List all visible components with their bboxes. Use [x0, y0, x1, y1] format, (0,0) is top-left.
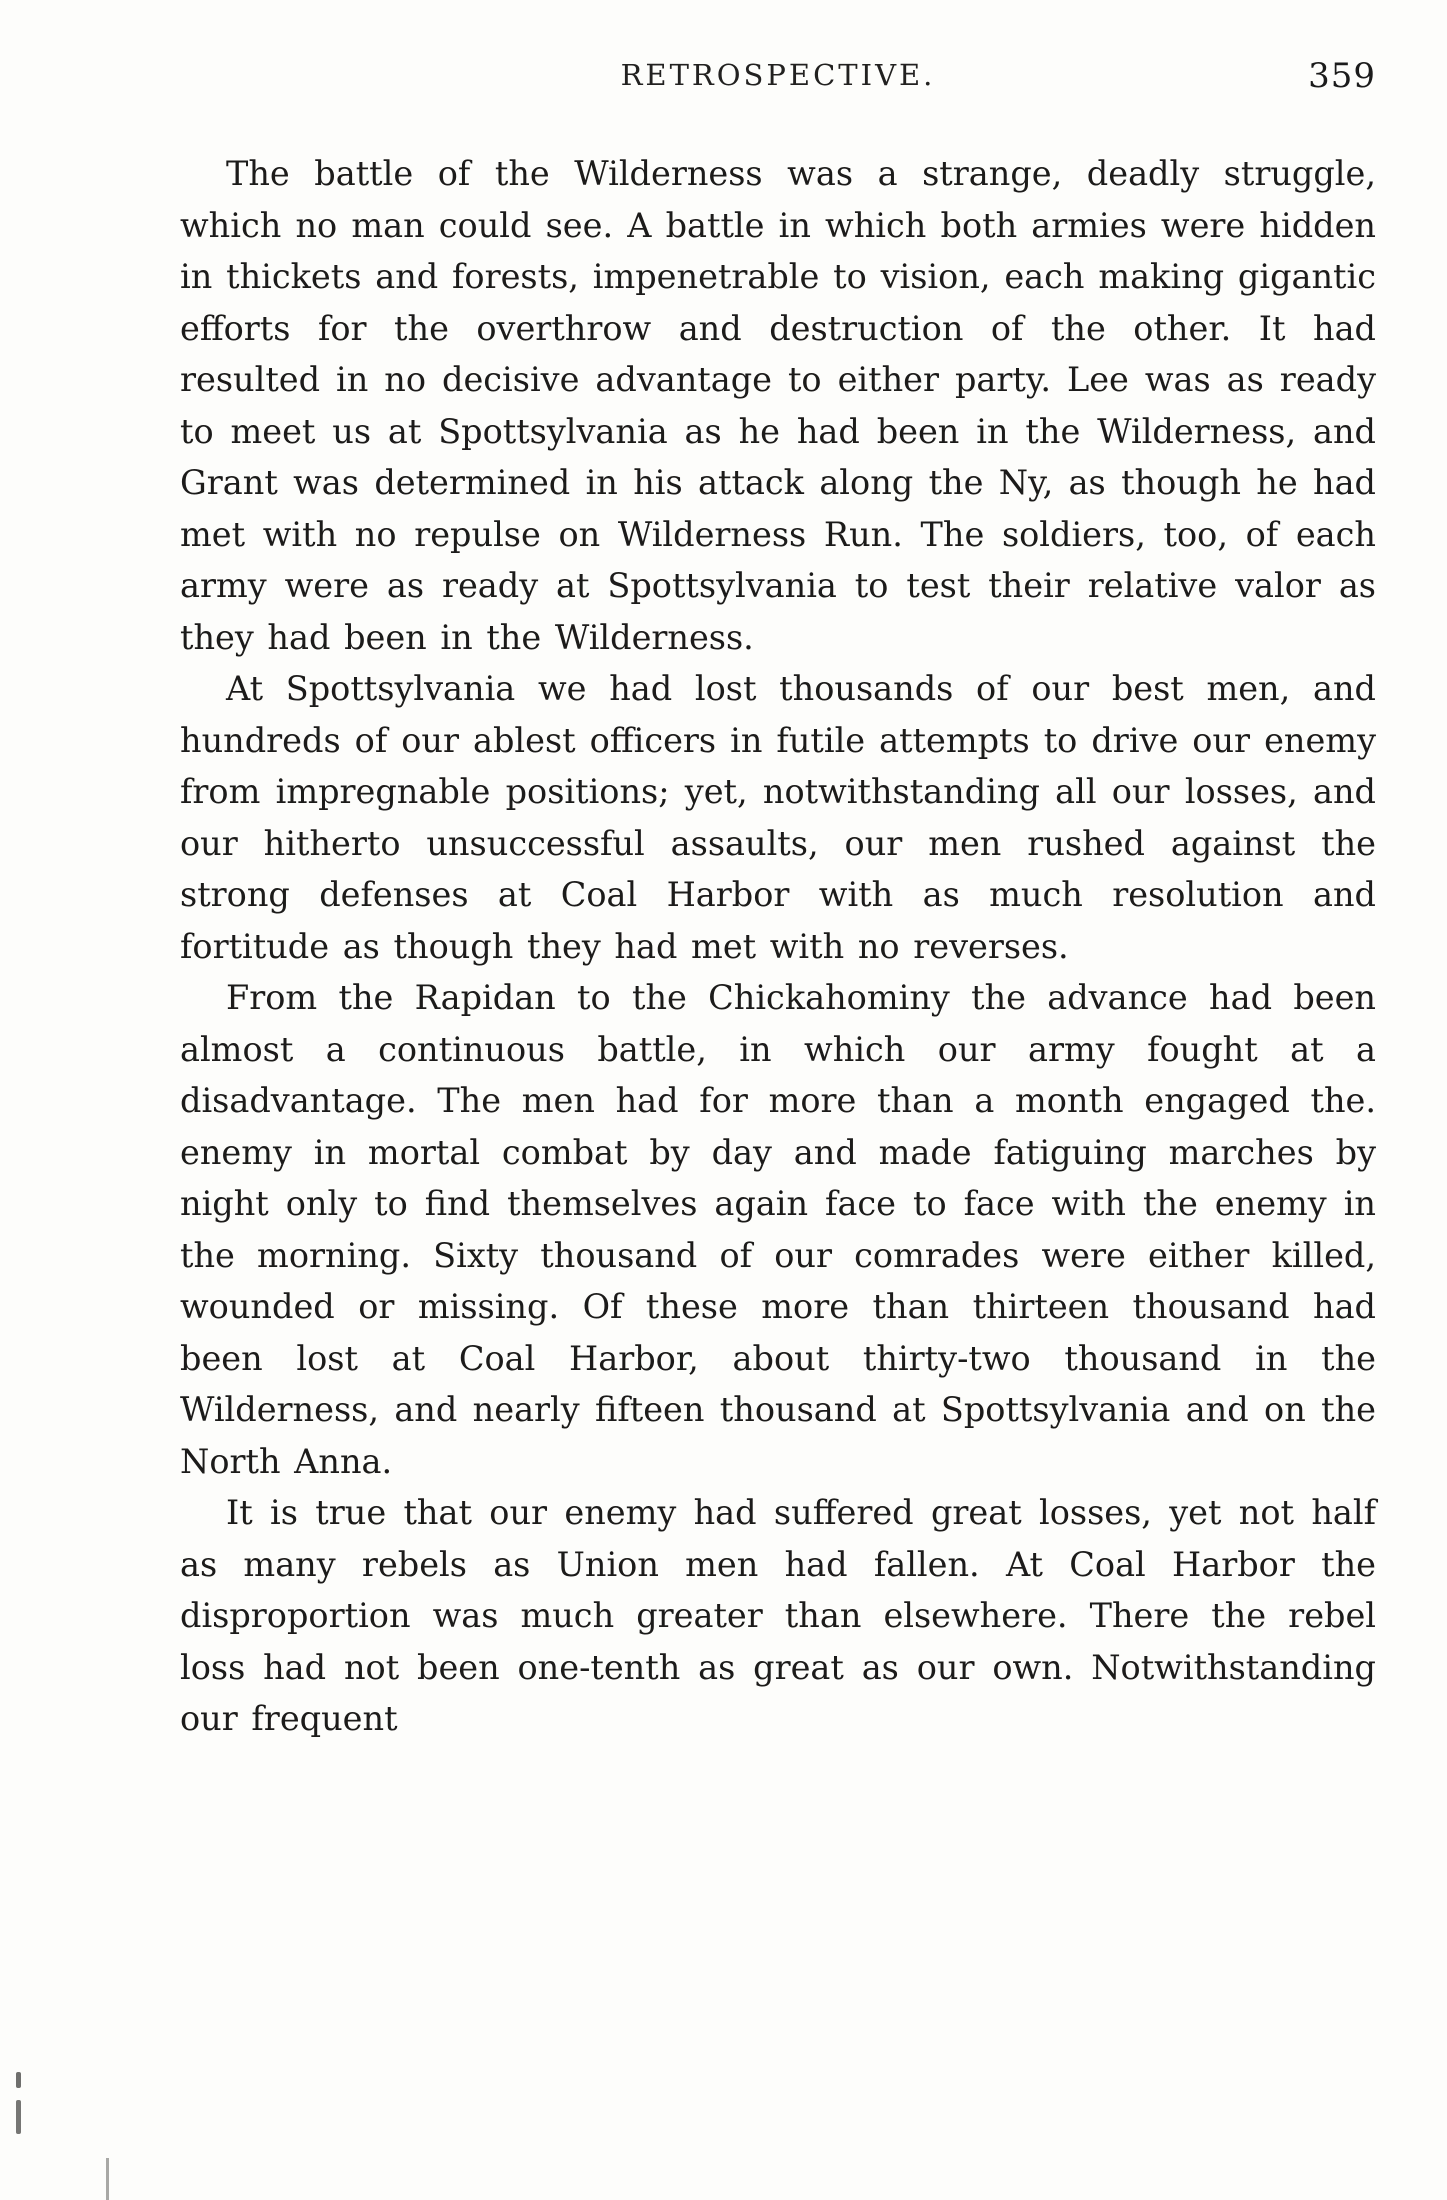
page-number: 359	[1308, 56, 1376, 96]
scan-artifact	[106, 2158, 109, 2200]
paragraph: At Spottsylvania we had lost thousands of our best men, and hundreds of our ablest officers in futile attempts to drive our enemy from impregnable positions; yet, notwithstanding all our losses, and our hitherto unsuccessful assaults, our men rushed against the strong defenses at Coal Harbor with as much resolution and fortitude as though they had met with no reverses.	[180, 669, 1376, 966]
paragraph: The battle of the Wilderness was a strange, deadly struggle, which no man could see. A battle in which both armies were hidden in thickets and forests, impenetrable to vision, each making gigantic efforts for the overthrow and destruction of the other. It had resulted in no decisive advantage to either party. Lee was as ready to meet us at Spottsylvania as he had been in the Wilderness, and Grant was determined in his attack along the Ny, as though he had met with no repulse on Wilderness Run. The soldiers, too, of each army were as ready at Spottsylvania to test their relative valor as they had been in the Wilderness.	[180, 154, 1376, 657]
running-head-title: RETROSPECTIVE.	[620, 58, 936, 92]
page-text	[180, 148, 1376, 1745]
paragraph: From the Rapidan to the Chickahominy the advance had been almost a continuous battle, in which our army fought at a disadvantage. The men had for more than a month engaged the. enemy in mortal combat by day and made fatiguing marches by night only to find themselves again face to face with the enemy in the morning. Sixty thousand of our comrades were either killed, wounded or missing. Of these more than thirteen thousand had been lost at Coal Harbor, about thirty-two thousand in the Wilderness, and nearly fifteen thousand at Spottsylvania and on the North Anna.	[180, 978, 1376, 1481]
scan-artifact	[16, 2100, 21, 2134]
paragraph: It is true that our enemy had suffered great losses, yet not half as many rebels as Union men had fallen. At Coal Harbor the disproportion was much greater than elsewhere. There the rebel loss had not been one-tenth as great as our own. Notwithstanding our frequent	[180, 1493, 1376, 1738]
scan-artifact	[16, 2072, 21, 2088]
running-header	[180, 58, 1376, 98]
